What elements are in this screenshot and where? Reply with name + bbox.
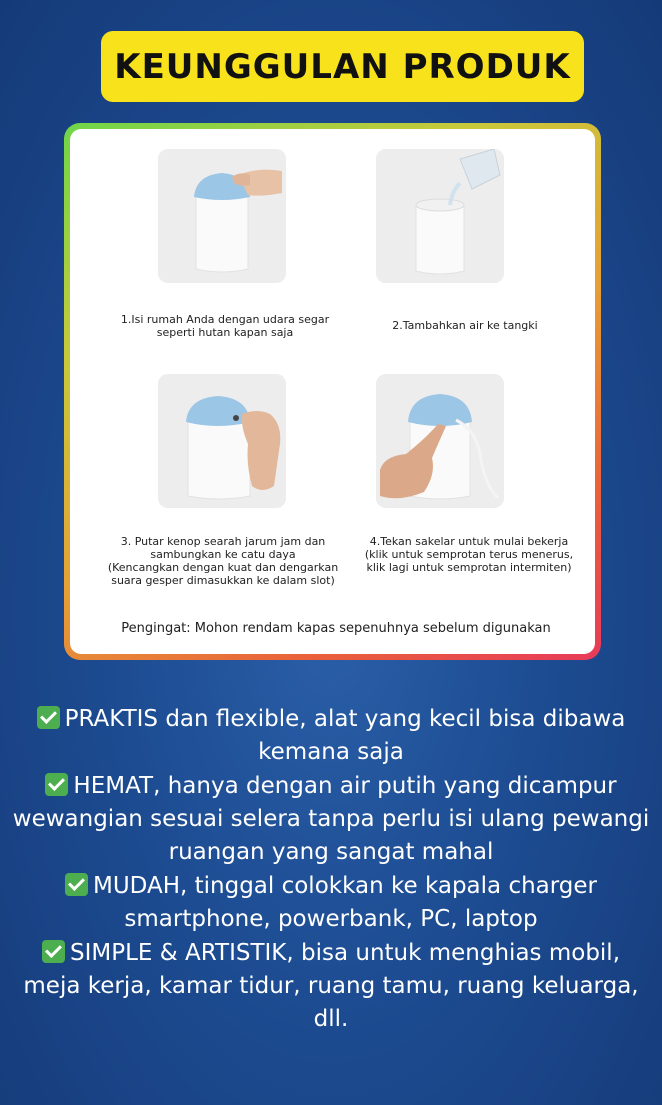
reminder-note: Pengingat: Mohon rendam kapas sepenuhnya sebelum digunakan bbox=[121, 621, 551, 636]
benefit-text: PRAKTIS dan flexible, alat yang kecil bisa dibawa kemana saja bbox=[64, 706, 626, 765]
step1-photo bbox=[158, 149, 286, 283]
benefit-item bbox=[10, 770, 652, 869]
step4-line1: 4.Tekan sakelar untuk mulai bekerja bbox=[369, 535, 569, 548]
benefit-item bbox=[10, 937, 652, 1036]
check-mark-icon bbox=[65, 873, 88, 896]
check-mark-icon bbox=[45, 773, 68, 796]
title-badge bbox=[101, 31, 584, 102]
step1-line1: 1.Isi rumah Anda dengan udara segar bbox=[120, 313, 330, 326]
benefit-text: SIMPLE & ARTISTIK, bisa untuk menghias mobil, meja kerja, kamar tidur, ruang tamu, ruang keluarga, dll. bbox=[23, 940, 639, 1032]
step4-photo bbox=[376, 374, 504, 508]
step4-line3: klik lagi untuk semprotan intermiten) bbox=[366, 561, 572, 574]
step1-line2: seperti hutan kapan saja bbox=[156, 326, 294, 339]
page-title: KEUNGGULAN PRODUK bbox=[114, 46, 571, 87]
step3-line2: sambungkan ke catu daya bbox=[150, 548, 296, 561]
step3-line4: suara gesper dimasukkan ke dalam slot) bbox=[111, 574, 335, 587]
step2-line1: 2.Tambahkan air ke tangki bbox=[392, 319, 538, 332]
step3-line3: (Kencangkan dengan kuat dan dengarkan bbox=[107, 561, 339, 574]
step3-photo bbox=[158, 374, 286, 508]
benefit-text: HEMAT, hanya dengan air putih yang dicampur wewangian sesuai selera tanpa perlu isi ulang pewangi ruangan yang sangat mahal bbox=[12, 773, 650, 865]
instruction-frame bbox=[64, 123, 601, 660]
step1-caption bbox=[100, 313, 350, 339]
benefit-item bbox=[10, 703, 652, 769]
check-mark-icon bbox=[37, 706, 60, 729]
step4-line2: (klik untuk semprotan terus menerus, bbox=[364, 548, 574, 561]
step3-caption bbox=[92, 535, 354, 587]
benefit-item bbox=[10, 870, 652, 936]
benefit-text: MUDAH, tinggal colokkan ke kapala charger smartphone, powerbank, PC, laptop bbox=[92, 873, 598, 932]
instruction-card bbox=[70, 129, 595, 654]
step2-caption bbox=[345, 319, 585, 332]
step4-caption bbox=[344, 535, 594, 574]
benefits-list bbox=[10, 703, 652, 1037]
step3-line1: 3. Putar kenop searah jarum jam dan bbox=[120, 535, 326, 548]
step2-photo bbox=[376, 149, 504, 283]
check-mark-icon bbox=[42, 940, 65, 963]
